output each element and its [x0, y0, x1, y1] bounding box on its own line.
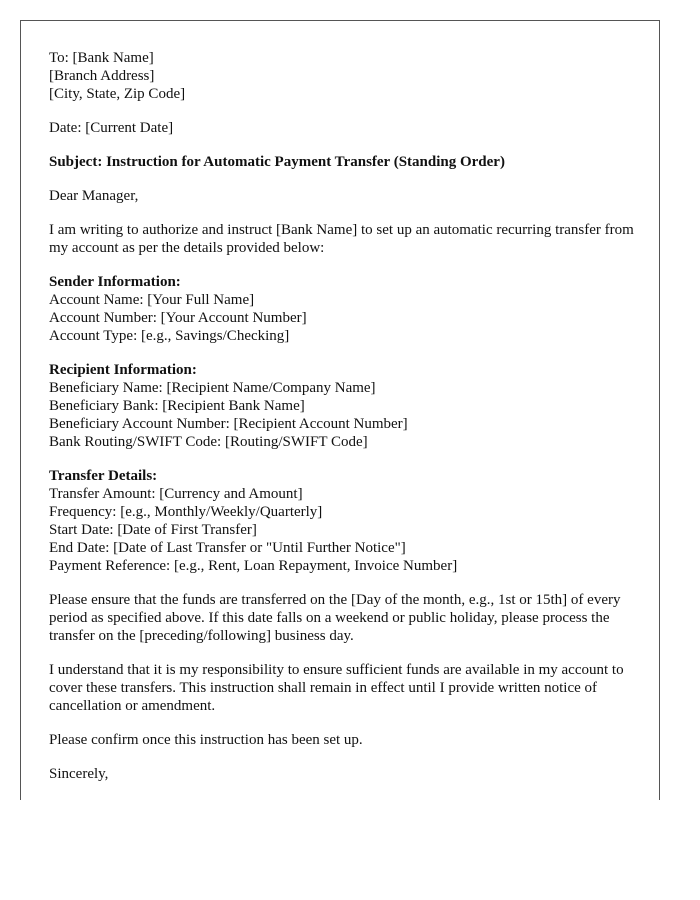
transfer-start-date: Start Date: [Date of First Transfer] [49, 522, 257, 538]
beneficiary-name: Beneficiary Name: [Recipient Name/Company Name] [49, 380, 376, 396]
payment-reference: Payment Reference: [e.g., Rent, Loan Repayment, Invoice Number] [49, 558, 458, 574]
salutation: Dear Manager, [49, 188, 139, 204]
beneficiary-bank: Beneficiary Bank: [Recipient Bank Name] [49, 398, 305, 414]
letter-page [20, 20, 660, 800]
address-city: [City, State, Zip Code] [49, 86, 186, 102]
letter-date: Date: [Current Date] [49, 120, 174, 136]
responsibility-paragraph: I understand that it is my responsibility to ensure sufficient funds are available in my account to cover these transfers. This instruction shall remain in effect until I provide written notice of cancellation or amendment. [49, 662, 624, 714]
transfer-frequency: Frequency: [e.g., Monthly/Weekly/Quarterly] [49, 504, 323, 520]
closing: Sincerely, [49, 766, 109, 782]
address-branch: [Branch Address] [49, 68, 155, 84]
intro-paragraph: I am writing to authorize and instruct [Bank Name] to set up an automatic recurring transfer from my account as per the details provided below: [49, 222, 634, 256]
transfer-heading: Transfer Details: [49, 468, 158, 484]
recipient-information [49, 361, 639, 451]
letter-body [49, 49, 639, 799]
transfer-end-date: End Date: [Date of Last Transfer or "Until Further Notice"] [49, 540, 406, 556]
transfer-amount: Transfer Amount: [Currency and Amount] [49, 486, 303, 502]
recipient-heading: Recipient Information: [49, 362, 197, 378]
beneficiary-account-number: Beneficiary Account Number: [Recipient Account Number] [49, 416, 408, 432]
bank-routing-code: Bank Routing/SWIFT Code: [Routing/SWIFT Code] [49, 434, 368, 450]
recipient-address [49, 49, 639, 103]
sender-heading: Sender Information: [49, 274, 181, 290]
sender-account-number: Account Number: [Your Account Number] [49, 310, 307, 326]
confirm-paragraph: Please confirm once this instruction has been set up. [49, 732, 363, 748]
sender-account-name: Account Name: [Your Full Name] [49, 292, 255, 308]
letter-subject: Subject: Instruction for Automatic Payment Transfer (Standing Order) [49, 154, 505, 170]
sender-information [49, 273, 639, 345]
schedule-paragraph: Please ensure that the funds are transferred on the [Day of the month, e.g., 1st or 15th] of every period as specified above. If this date falls on a weekend or public holiday, please process the transfer on the [preceding/following] business day. [49, 592, 621, 644]
address-to: To: [Bank Name] [49, 50, 154, 66]
sender-account-type: Account Type: [e.g., Savings/Checking] [49, 328, 290, 344]
transfer-details [49, 467, 639, 575]
